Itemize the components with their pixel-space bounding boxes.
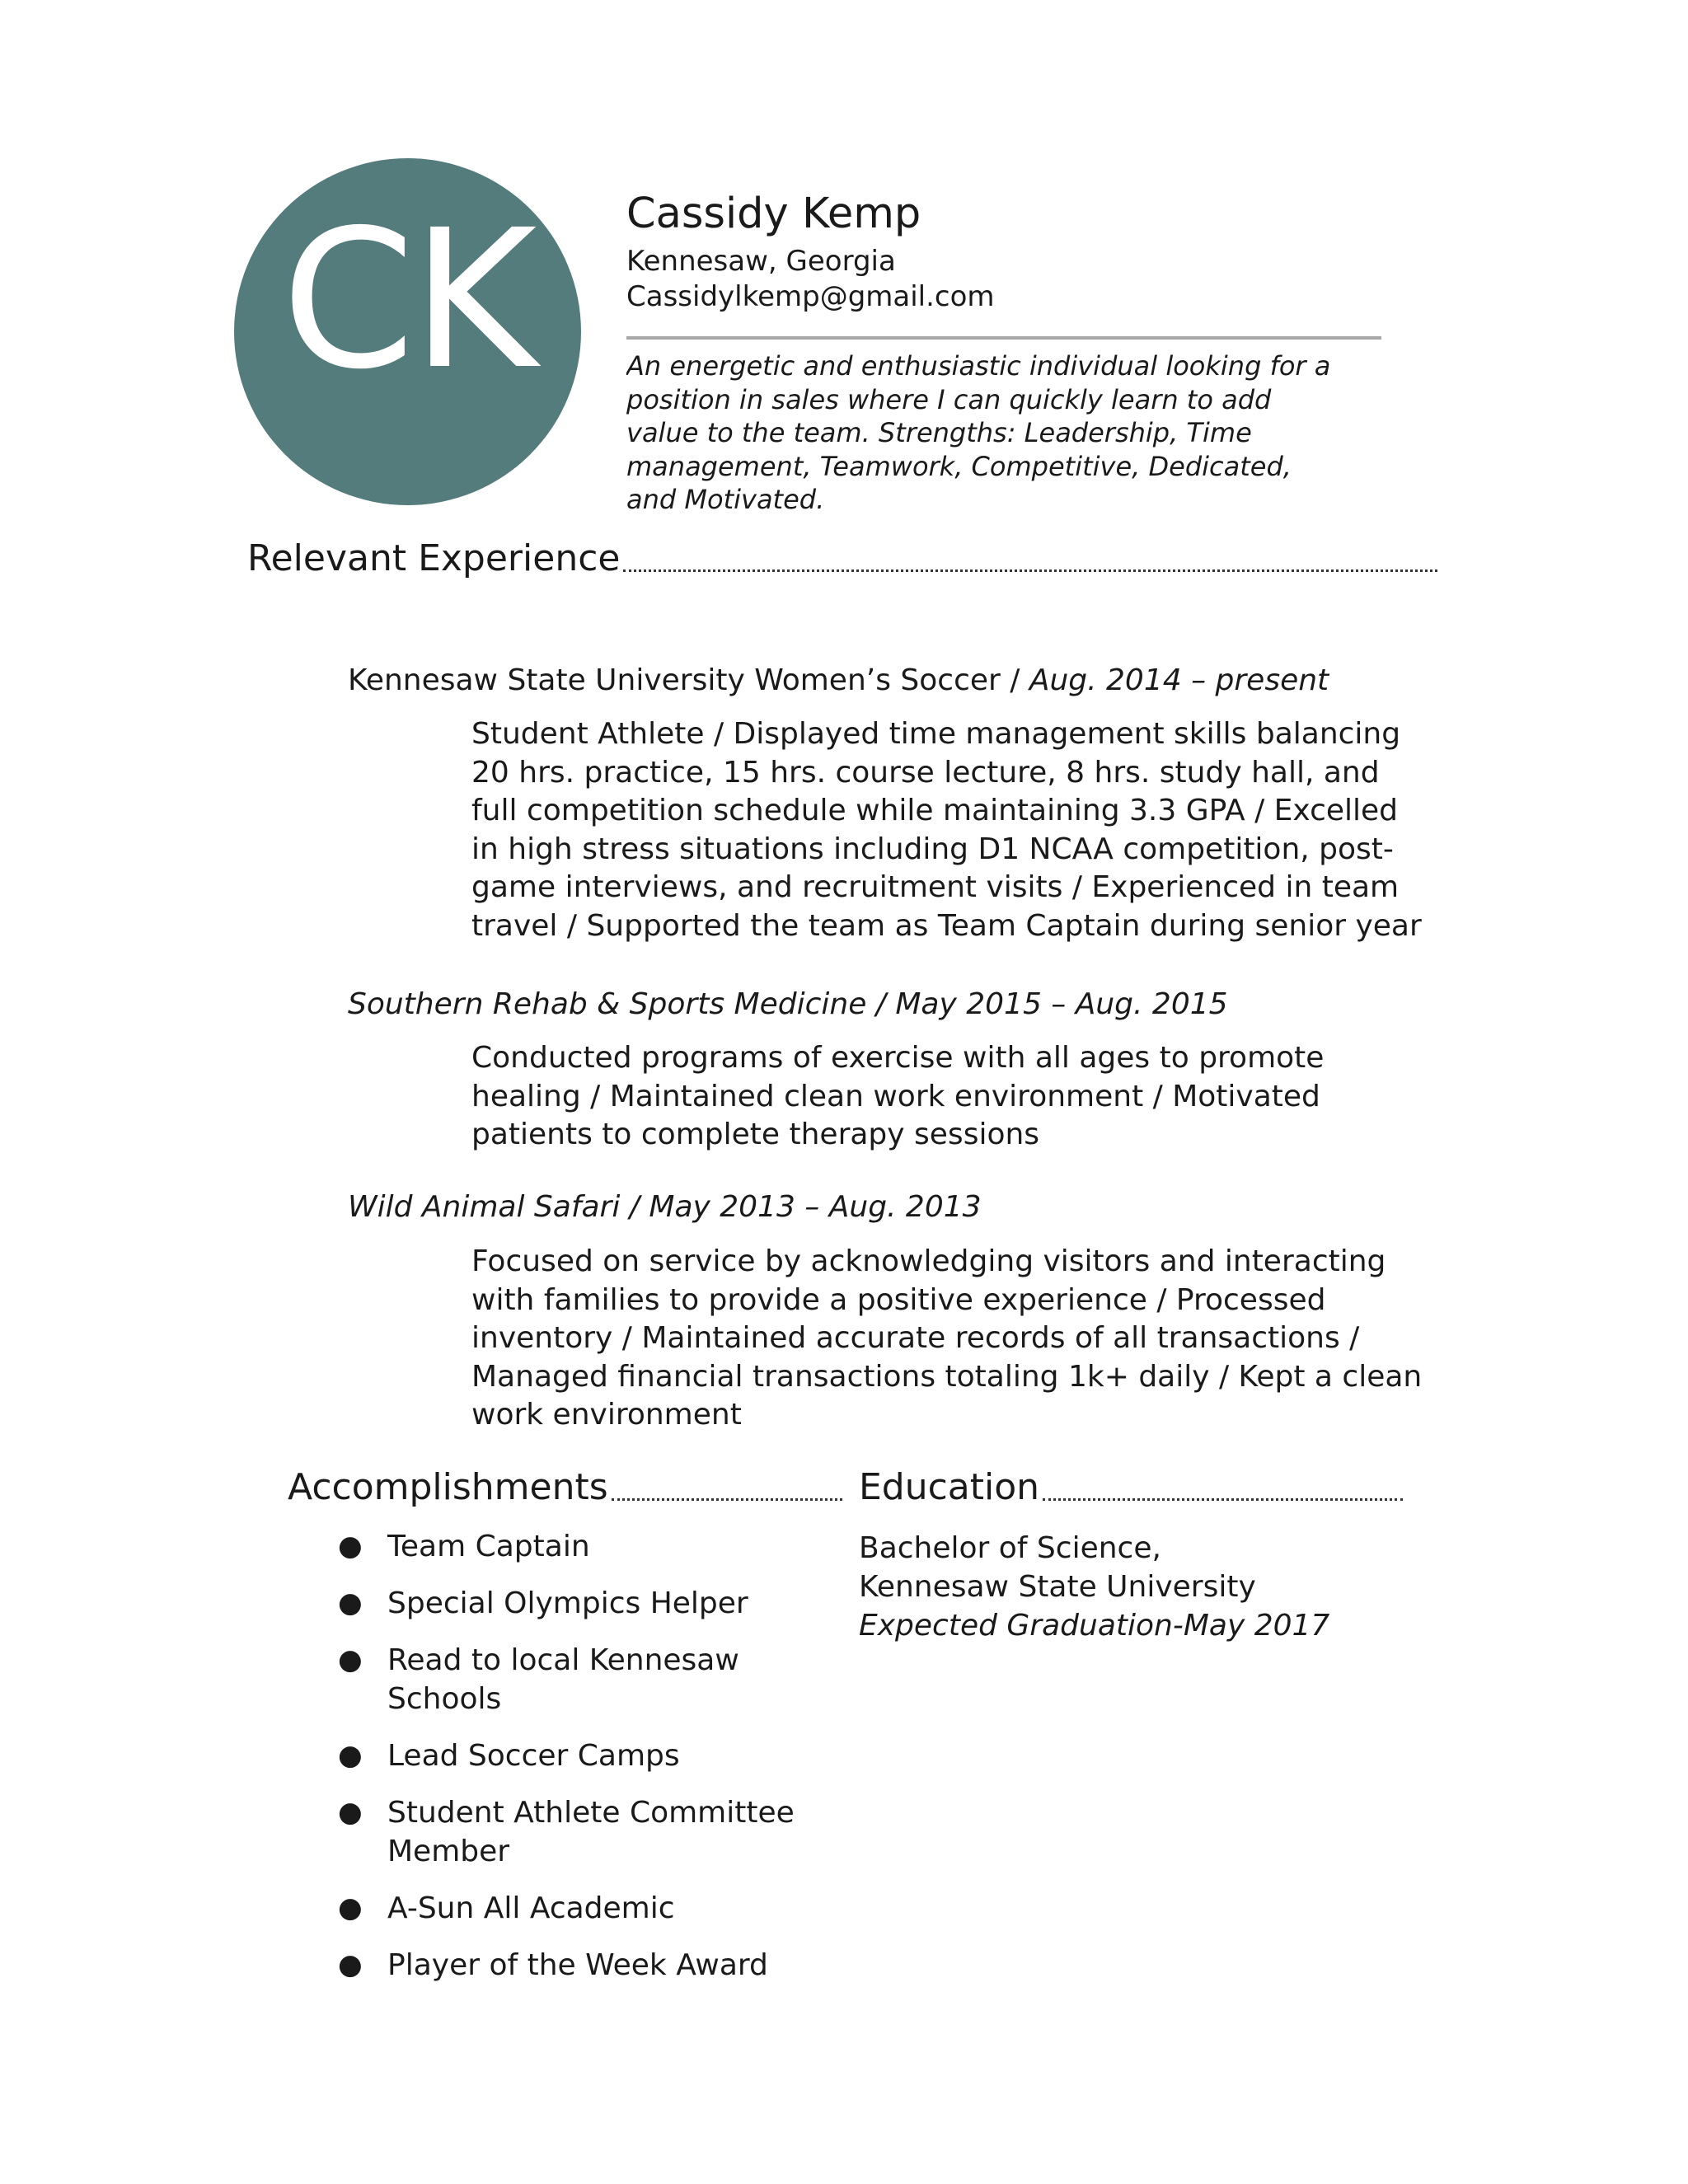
school: Kennesaw State University <box>859 1570 1256 1604</box>
bullet-icon: ● <box>338 1739 363 1772</box>
summary-line: management, Teamwork, Competitive, Dedicated, <box>626 450 1292 482</box>
job-line: game interviews, and recruitment visits / Experienced in team <box>471 870 1400 904</box>
job-org: Kennesaw State University Women’s Soccer / <box>348 663 1029 697</box>
location: Kennesaw, Georgia <box>626 245 896 278</box>
list-item <box>338 1736 832 1775</box>
education-block <box>859 1529 1329 1645</box>
bullet-icon: ● <box>338 1530 363 1563</box>
bullet-icon: ● <box>338 1643 363 1676</box>
job-line: 20 hrs. practice, 15 hrs. course lecture, 8 hrs. study hall, and <box>471 755 1380 790</box>
item-text: Member <box>387 1835 510 1868</box>
job-description <box>471 1243 1444 1435</box>
summary-line: An energetic and enthusiastic individual looking for a <box>626 350 1331 382</box>
job-description <box>471 1039 1444 1155</box>
job-line: patients to complete therapy sessions <box>471 1118 1040 1151</box>
header-divider <box>626 336 1381 340</box>
summary-line: and Motivated. <box>626 484 825 513</box>
item-text: A-Sun All Academic <box>387 1891 675 1925</box>
monogram-circle <box>234 158 581 505</box>
job-line: work environment <box>471 1398 742 1432</box>
bullet-icon: ● <box>338 1891 363 1924</box>
job-line: travel / Supported the team as Team Captain during senior year <box>471 908 1422 943</box>
job-line: Student Athlete / Displayed time management skills balancing <box>471 717 1401 751</box>
email-link[interactable]: Cassidylkemp@gmail.com <box>626 280 995 313</box>
bullet-icon: ● <box>338 1948 363 1981</box>
job-line: Managed financial transactions totaling 1k+ daily / Kept a clean <box>471 1359 1423 1394</box>
bullet-icon: ● <box>338 1796 363 1829</box>
item-text: Team Captain <box>387 1530 590 1563</box>
section-title: Education <box>859 1466 1040 1508</box>
accomplishments-list <box>338 1527 832 2003</box>
job-line: Conducted programs of exercise with all ages to promote <box>471 1041 1325 1075</box>
contact-block <box>626 244 995 315</box>
job-line: Focused on service by acknowledging visitors and interacting <box>471 1244 1386 1278</box>
job-title: Wild Animal Safari / May 2013 – Aug. 2013 <box>348 1190 982 1224</box>
summary-line: value to the team. Strengths: Leadership, Time <box>626 417 1252 448</box>
item-text: Student Athlete Committee <box>387 1796 795 1830</box>
item-text: Read to local Kennesaw <box>387 1643 739 1677</box>
section-title: Relevant Experience <box>247 537 621 579</box>
job-title <box>348 662 1329 700</box>
item-text: Player of the Week Award <box>387 1948 768 1982</box>
bullet-icon: ● <box>338 1586 363 1619</box>
job-line: inventory / Maintained accurate records of all transactions / <box>471 1321 1360 1355</box>
job-line: healing / Maintained clean work environment / Motivated <box>471 1079 1320 1113</box>
section-title: Accomplishments <box>288 1466 608 1508</box>
candidate-name: Cassidy Kemp <box>626 190 921 238</box>
dotted-leader <box>1043 1498 1403 1501</box>
list-item <box>338 1946 832 1985</box>
graduation-date: Expected Graduation-May 2017 <box>859 1609 1330 1643</box>
list-item <box>338 1584 832 1623</box>
item-text: Lead Soccer Camps <box>387 1739 680 1773</box>
education-heading <box>859 1466 1403 1508</box>
list-item <box>338 1793 832 1871</box>
experience-heading <box>247 537 1437 579</box>
job-line: with families to provide a positive experience / Processed <box>471 1282 1326 1317</box>
dotted-leader <box>612 1498 842 1501</box>
degree: Bachelor of Science, <box>859 1531 1161 1565</box>
job-line: in high stress situations including D1 NCAA competition, post- <box>471 832 1394 866</box>
item-text: Special Olympics Helper <box>387 1586 748 1620</box>
item-text: Schools <box>387 1682 502 1716</box>
job-dates: Aug. 2014 – present <box>1029 663 1329 697</box>
list-item <box>338 1641 832 1718</box>
monogram-initials: CK <box>281 189 534 411</box>
job-line: full competition schedule while maintaining 3.3 GPA / Excelled <box>471 794 1399 827</box>
summary <box>626 349 1418 513</box>
list-item <box>338 1889 832 1928</box>
job-title: Southern Rehab & Sports Medicine / May 2015 – Aug. 2015 <box>348 987 1228 1021</box>
job-description <box>471 715 1444 945</box>
accomplishments-heading <box>288 1466 842 1508</box>
summary-line: position in sales where I can quickly learn to add <box>626 383 1272 415</box>
dotted-leader <box>623 569 1437 572</box>
list-item <box>338 1527 832 1566</box>
